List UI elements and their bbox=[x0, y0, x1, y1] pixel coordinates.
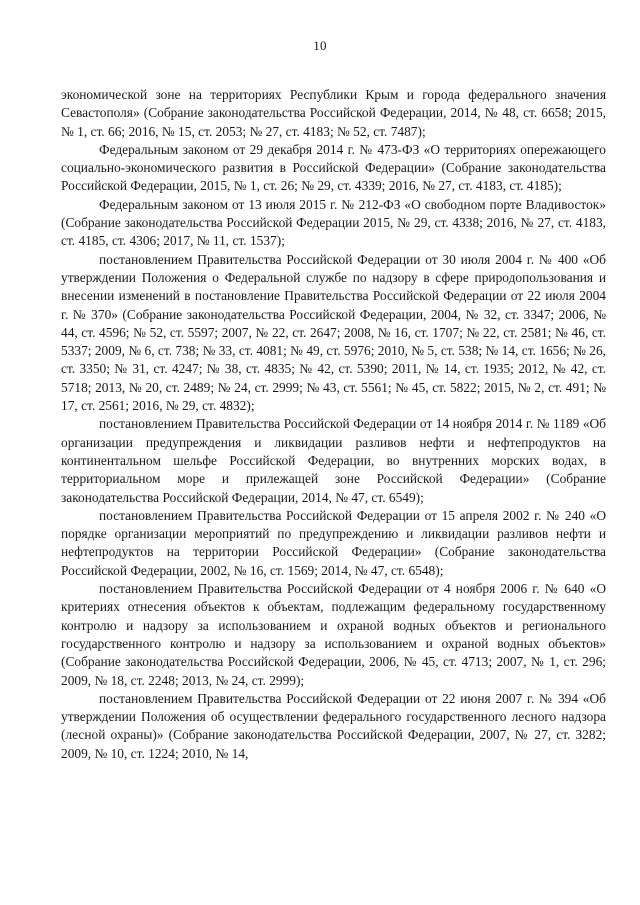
paragraph-1: экономической зоне на территориях Республики Крым и города федерального значения Севастополя» (Собрание законодательства Российской Федерации, 2014, № 48, ст. 6658; 2015, № 1, ст. 66; 2016, № 15, ст. 2053; № 27, ст. 4183; № 52, ст. 7487); bbox=[61, 87, 606, 139]
paragraph-4: постановлением Правительства Российской Федерации от 30 июля 2004 г. № 400 «Об утверждении Положения о Федеральной службе по надзору в сфере природопользования и внесении изменений в постановление Правительства Российской Федерации от 22 июля 2004 г. № 370» (Собрание законодательства Российской Федерации, 2004, № 32, ст. 3347; 2006, № 44, ст. 4596; № 52, ст. 5597; 2007, № 22, ст. 2647; 2008, № 16, ст. 1707; № 22, ст. 2581; № 46, ст. 5337; 2009, № 6, ст. 738; № 33, ст. 4081; № 49, ст. 5976; 2010, № 5, ст. 538; № 14, ст. 1656; № 26, ст. 3350; № 31, ст. 4247; № 38, ст. 4835; № 42, ст. 5390; 2011, № 14, ст. 1935; 2012, № 42, ст. 5718; 2013, № 20, ст. 2489; № 24, ст. 2999; № 43, ст. 5561; № 45, ст. 5822; 2015, № 2, ст. 491; № 17, ст. 2561; 2016, № 29, ст. 4832); bbox=[61, 251, 606, 414]
paragraph-8: постановлением Правительства Российской Федерации от 22 июня 2007 г. № 394 «Об утверждении Положения об осуществлении федерального государственного лесного надзора (лесной охраны)» (Собрание законодательства Российской Федерации, 2007, № 27, ст. 3282; 2009, № 10, ст. 1224; 2010, № 14, bbox=[61, 690, 606, 761]
paragraph-5: постановлением Правительства Российской Федерации от 14 ноября 2014 г. № 1189 «Об организации предупреждения и ликвидации разливов нефти и нефтепродуктов на континентальном шельфе Российской Федерации, во внутренних морских водах, в территориальном море и прилежащей зоне Российской Федерации» (Собрание законодательства Российской Федерации, 2014, № 47, ст. 6549); bbox=[61, 416, 606, 505]
paragraph-3: Федеральным законом от 13 июля 2015 г. № 212-ФЗ «О свободном порте Владивосток» (Собрание законодательства Российской Федерации 2015, № 29, ст. 4338; 2016, № 27, ст. 4183, ст. 4185, ст. 4306; 2017, № 11, ст. 1537); bbox=[61, 196, 606, 249]
page-number: 10 bbox=[313, 38, 327, 53]
document-body bbox=[61, 86, 606, 763]
paragraph-6: постановлением Правительства Российской Федерации от 15 апреля 2002 г. № 240 «О порядке организации мероприятий по предупреждению и ликвидации разливов нефти и нефтепродуктов на территории Российской Федерации» (Собрание законодательства Российской Федерации, 2002, № 16, ст. 1569; 2014, № 47, ст. 6548); bbox=[61, 507, 606, 578]
paragraph-2: Федеральным законом от 29 декабря 2014 г. № 473-ФЗ «О территориях опережающего социально-экономического развития в Российской Федерации» (Собрание законодательства Российской Федерации, 2015, № 1, ст. 26; № 29, ст. 4339; 2016, № 27, ст. 4183, ст. 4185); bbox=[61, 141, 606, 194]
paragraph-7: постановлением Правительства Российской Федерации от 4 ноября 2006 г. № 640 «О критериях отнесения объектов к объектам, подлежащим федеральному государственному контролю и надзору за использованием и охраной водных объектов и регионального государственного контролю и надзору за использованием и охраной водных объектов» (Собрание законодательства Российской Федерации, 2006, № 45, ст. 4713; 2007, № 1, ст. 296; 2009, № 18, ст. 2248; 2013, № 24, ст. 2999); bbox=[61, 581, 606, 688]
